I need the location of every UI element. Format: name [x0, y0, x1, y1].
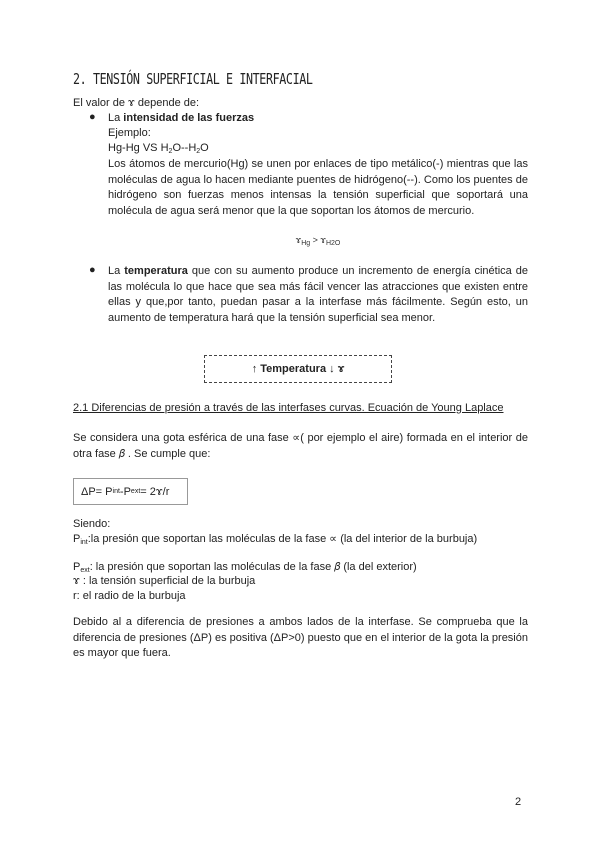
definition-pext: $P_{ext}$: la presión que soportan las moléculas de la fase 𝛽 (la del exterior)	[73, 561, 417, 574]
definition-radius: r: el radio de la burbuja	[73, 590, 186, 602]
young-laplace-equation: ΔP= P int -P ext = 2ɤ/r	[73, 478, 188, 505]
intro-text: El valor de ɤ depende de:	[73, 97, 200, 109]
bullet-1: ●	[89, 111, 96, 123]
bullet-1-heading: La intensidad de las fuerzas	[108, 112, 255, 124]
definition-tension: ɤ : la tensión superficial de la burbuja	[73, 575, 256, 587]
bullet-2-paragraph: La temperatura que con su aumento produce un incremento de energía cinética de las molécula lo que hace que sea más fácil vencer las atracciones que existen entre ellas y que,por tanto, puedan pasar a la interfase más fácilmente. Según esto, un aumento de temperatura hará que la tensión superficial sea menor.	[108, 265, 529, 324]
bullet-2-bold: temperatura	[124, 265, 188, 277]
siendo-label: Siendo:	[73, 518, 111, 530]
subsection-title: 2.1 Diferencias de presión a través de las interfases curvas. Ecuación de Young Laplace	[73, 402, 504, 414]
temperature-box: ↑ Temperatura ↓ ɤ	[204, 355, 392, 383]
bullet-2: ●	[89, 264, 96, 276]
subsection-paragraph: Se considera una gota esférica de una fase ∝( por ejemplo el aire) formada en el interior de otra fase 𝛽 . Se cumple que:	[73, 432, 528, 460]
final-paragraph: Debido al a diferencia de presiones a ambos lados de la interfase. Se comprueba que la diferencia de presiones (ΔP) es positiva (ΔP>0) puesto que en el interior de la gota la presión es mayor que fuera.	[73, 616, 528, 659]
definition-pint: $P_{int}:la$ presión que soportan las moléculas de la fase ∝ (la del interior de la burbuja)	[73, 533, 478, 546]
comparison-formula: Hg-Hg VS $H_2O--H_2O$	[108, 142, 209, 155]
page-number: 2	[515, 796, 522, 808]
tension-comparison: ɤ$_{Hg}$ > ɤ$_{H2O}$	[295, 235, 341, 247]
example-label: Ejemplo:	[108, 127, 151, 139]
bullet-1-bold: intensidad de las fuerzas	[123, 112, 255, 124]
section-title: 2. TENSIÓN SUPERFICIAL E INTERFACIAL	[73, 70, 313, 88]
bullet-1-paragraph: Los átomos de mercurio(Hg) se unen por enlaces de tipo metálico(-) mientras que las moléculas de agua lo hacen mediante puentes de hidrógeno(--). Como los puentes de hidrógeno son fuerzas menos intensas la tensión superficial que soportará una molécula de agua será menor que la que soportan los átomos de mercurio.	[108, 158, 528, 217]
